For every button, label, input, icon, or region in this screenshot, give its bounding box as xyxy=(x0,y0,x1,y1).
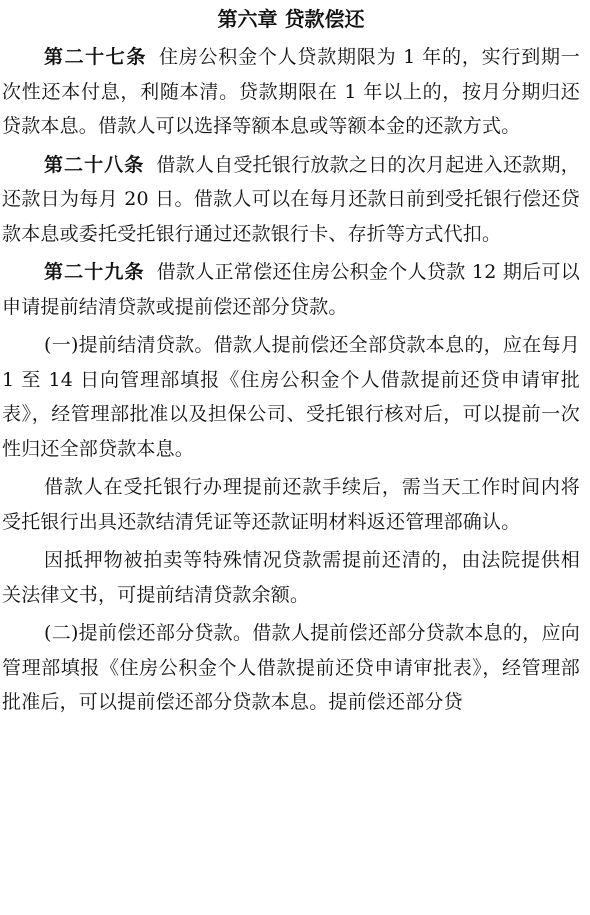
full-prepayment-paragraph xyxy=(2,328,580,466)
paragraph-text: (二)提前偿还部分贷款。借款人提前偿还部分贷款本息的，应向管理部填报《住房公积金个人借款提前还贷申请审批表》，经管理部批准后，可以提前偿还部分贷款本息。提前偿还部分贷 xyxy=(2,622,580,713)
paragraph-text: 因抵押物被拍卖等特殊情况贷款需提前还清的，由法院提供相关法律文书，可提前结清贷款余额。 xyxy=(2,549,580,606)
article-number: 第二十七条 xyxy=(44,46,147,68)
article-28-paragraph xyxy=(2,148,580,252)
paragraph-text: (一)提前结清贷款。借款人提前偿还全部贷款本息的，应在每月 1 至 14 日向管理部填报《住房公积金个人借款提前还贷申请审批表》，经管理部批准以及担保公司、受托银行核对后，可以提前一次性归还全部贷款本息。 xyxy=(2,334,580,460)
article-29-paragraph xyxy=(2,255,580,324)
partial-prepayment-paragraph xyxy=(2,616,580,720)
article-number: 第二十八条 xyxy=(44,153,145,176)
article-text: 借款人自受托银行放款之日的次月起进入还款期，还款日为每月 20 日。借款人可以在每月还款日前到受托银行偿还贷款本息或委托受托银行通过还款银行卡、存折等方式代扣。 xyxy=(2,153,580,245)
special-case-paragraph xyxy=(2,543,580,612)
article-text: 住房公积金个人贷款期限为 1 年的，实行到期一次性还本付息，利随本清。贷款期限在 1 年以上的，按月分期归还贷款本息。借款人可以选择等额本息或等额本金的还款方式。 xyxy=(2,46,580,137)
prepayment-procedure-paragraph xyxy=(2,470,580,539)
paragraph-text: 借款人在受托银行办理提前还款手续后，需当天工作时间内将受托银行出具还款结清凭证等还款证明材料返还管理部确认。 xyxy=(2,476,580,533)
article-27-paragraph xyxy=(2,40,580,144)
chapter-title: 第六章 贷款偿还 xyxy=(217,7,365,31)
article-text: 借款人正常偿还住房公积金个人贷款 12 期后可以申请提前结清贷款或提前偿还部分贷款。 xyxy=(2,261,580,318)
article-number: 第二十九条 xyxy=(44,261,145,283)
